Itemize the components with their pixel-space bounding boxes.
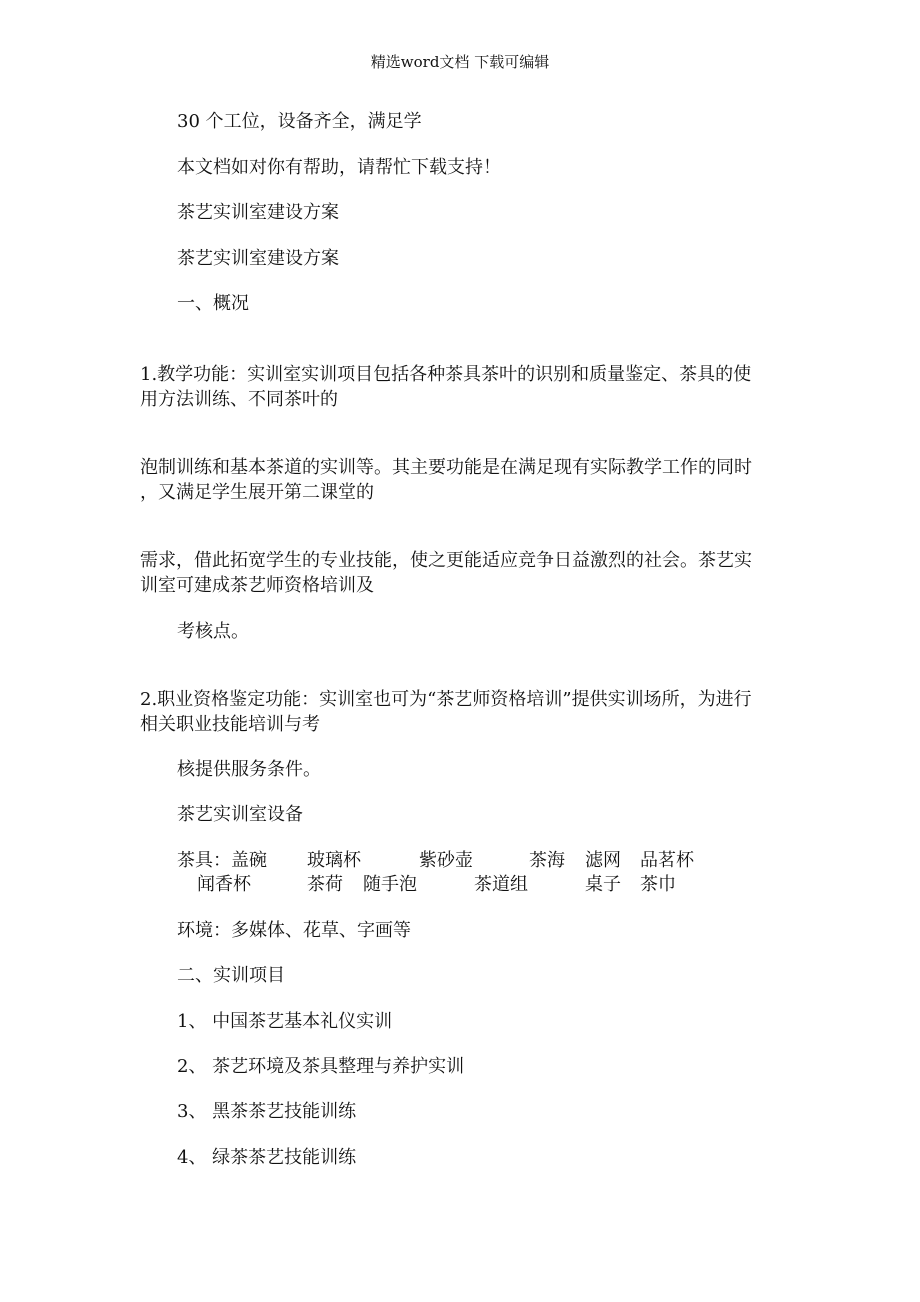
paragraph-line: 泡制训练和基本茶道的实训等。其主要功能是在满足现有实际教学工作的同时	[140, 457, 752, 478]
list-item: 1、 中国茶艺基本礼仪实训	[177, 1011, 393, 1032]
text-line: 本文档如对你有帮助，请帮忙下载支持！	[177, 157, 501, 178]
paragraph-certification-line: 2.职业资格鉴定功能：实训室也可为“茶艺师资格培训”提供实训场所，为进行	[140, 689, 752, 710]
paragraph-line: 需求，借此拓宽学生的专业技能，使之更能适应竞争日益激烈的社会。茶艺实	[140, 550, 752, 571]
equipment-item: 茶荷	[307, 874, 343, 895]
list-item: 3、 黑茶茶艺技能训练	[177, 1101, 357, 1122]
paragraph-certification-line: 核提供服务条件。	[177, 759, 321, 780]
paragraph-teaching-function-line: 用方法训练、不同茶叶的	[140, 389, 338, 410]
paragraph-line: ，又满足学生展开第二课堂的	[140, 482, 374, 503]
document-title: 茶艺实训室建设方案	[177, 202, 339, 223]
equipment-item: 茶海	[529, 850, 565, 871]
equipment-heading: 茶艺实训室设备	[177, 804, 303, 825]
equipment-item: 随手泡	[363, 874, 417, 895]
environment-line: 环境：多媒体、花草、字画等	[177, 920, 411, 941]
section-heading-overview: 一、概况	[177, 293, 249, 314]
page-header: 精选word文档 下载可编辑	[370, 53, 550, 71]
paragraph-teaching-function-line: 1.教学功能：实训室实训项目包括各种茶具茶叶的识别和质量鉴定、茶具的使	[140, 364, 752, 385]
section-heading-training-items: 二、实训项目	[177, 965, 285, 986]
equipment-item: 茶道组	[474, 874, 528, 895]
paragraph-certification-line: 相关职业技能培训与考	[140, 714, 320, 735]
paragraph-line: 训室可建成茶艺师资格培训及	[140, 575, 374, 596]
equipment-item: 闻香杯	[197, 874, 251, 895]
equipment-item: 滤网	[585, 850, 621, 871]
list-item: 4、 绿茶茶艺技能训练	[177, 1147, 357, 1168]
equipment-item: 玻璃杯	[307, 850, 361, 871]
list-item: 2、 茶艺环境及茶具整理与养护实训	[177, 1056, 465, 1077]
equipment-item: 桌子	[585, 874, 621, 895]
equipment-item: 品茗杯	[640, 850, 694, 871]
equipment-item: 茶具：盖碗	[177, 850, 267, 871]
document-title: 茶艺实训室建设方案	[177, 248, 339, 269]
equipment-item: 紫砂壶	[419, 850, 473, 871]
paragraph-line: 考核点。	[177, 621, 249, 642]
text-line: 30 个工位，设备齐全，满足学	[177, 111, 422, 132]
equipment-item: 茶巾	[640, 874, 676, 895]
